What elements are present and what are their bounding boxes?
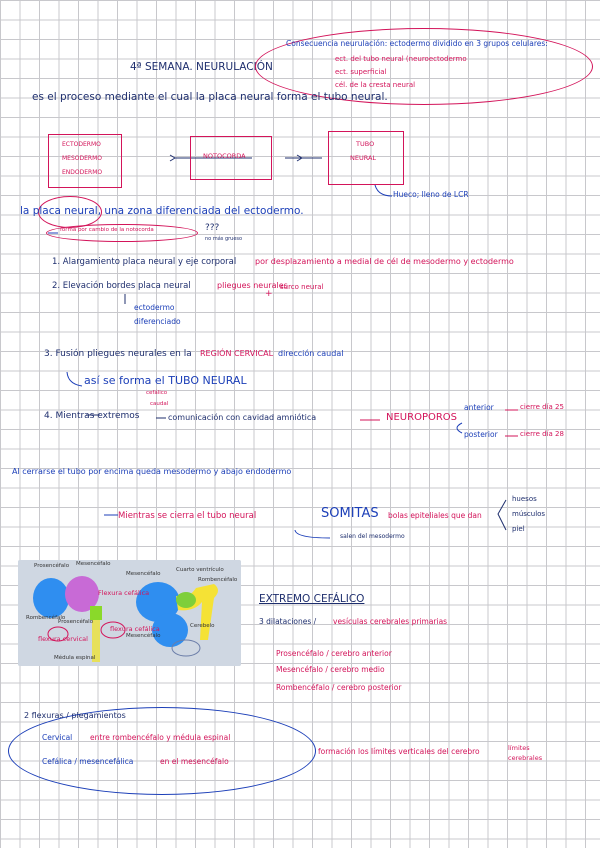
flexuras-title: 2 flexuras / plegamientos (24, 711, 126, 720)
dilataciones-label: 3 dilataciones / (259, 617, 317, 626)
flexura-cefalica: Cefálica / mesencefálica (42, 757, 134, 766)
region-cervical: REGIÓN CERVICAL (200, 349, 274, 358)
consecuencia-item: ect. superficial (335, 68, 387, 76)
tubo-label: TUBO (356, 140, 375, 148)
flexuras-oval (8, 707, 316, 795)
photo-flexura-label: flexura cervical (38, 635, 88, 643)
page-title: 4ª SEMANA. NEURULACIÓN (130, 61, 273, 73)
photo-label: Prosencéfalo (58, 619, 94, 625)
consecuencia-heading: Consecuencia neurulación: ectodermo dividido en 3 grupos celulares: (286, 39, 548, 48)
step1-text: 1. Alargamiento placa neural y eje corporal (52, 257, 237, 267)
flexura-cervical-desc: entre rombencéfalo y médula espinal (90, 733, 231, 742)
step2-text: 2. Elevación bordes placa neural (52, 281, 191, 291)
flexuras-result-note: límites (508, 744, 530, 752)
photo-label: Prosencéfalo (34, 563, 70, 569)
hueco-note: Hueco; lleno de LCR (393, 190, 469, 199)
consecuencia-item: cél. de la cresta neural (335, 81, 416, 89)
posterior-label: posterior (464, 430, 498, 439)
flexura-cefalica-desc: en el mesencéfalo (160, 757, 229, 766)
photo-label: Rombencéfalo (26, 615, 66, 621)
cefalico-label: cefálico (146, 390, 168, 396)
al-cerrarse-text: Al cerrarse el tubo por encima queda mesodermo y abajo endodermo (12, 467, 292, 476)
pliegues-label: pliegues neurales (217, 281, 288, 290)
surco-label: surco neural (280, 283, 324, 291)
step4-text: 4. Mientras extremos (44, 411, 140, 421)
extremo-cefalico-title: EXTREMO CEFÁLICO (259, 593, 365, 605)
question-marks: ??? (205, 223, 220, 233)
tubo-neural-note: así se forma el TUBO NEURAL (84, 374, 247, 387)
somitas-item: piel (512, 525, 525, 533)
ectodermo-diff: ectodermo (134, 303, 175, 312)
forma-note: forma por cambio de la notocorda (60, 227, 154, 233)
photo-label: Mesencéfalo (126, 633, 161, 639)
plus-sign: + (265, 289, 273, 299)
flexura-cervical: Cervical (42, 733, 73, 742)
definition-text: es el proceso mediante el cual la placa neural forma el tubo neural. (32, 91, 388, 103)
photo-label: Mesencéfalo (126, 571, 161, 577)
notocorda-label: NOTOCORDA (203, 152, 246, 160)
anterior-cierre: cierre día 25 (520, 403, 564, 411)
flexuras-result-note: cerebrales (508, 754, 543, 762)
somitas-desc: bolas epiteliales que dan (388, 511, 482, 520)
somitas-note: salen del mesodermo (340, 533, 405, 540)
flexuras-result: formación los límites verticales del cerebro (318, 747, 480, 756)
consecuencia-item: ect. del tubo neural (neuroectodermo (335, 55, 467, 63)
vesiculas-label: vesículas cerebrales primarias (333, 617, 448, 626)
photo-flexura-label: flexura cefálica (110, 625, 160, 633)
photo-flexura-label: Flexura cefálica (98, 589, 150, 597)
step3-text: 3. Fusión pliegues neurales en la (44, 349, 192, 359)
photo-label: Mesencéfalo (76, 561, 111, 567)
anterior-label: anterior (464, 403, 494, 412)
box1-line: ECTODERMO (62, 141, 101, 148)
somitas-word: SOMITAS (321, 506, 379, 521)
vesicula-item: Prosencéfalo / cerebro anterior (276, 649, 392, 658)
photo-label: Rombencéfalo (198, 577, 238, 583)
ectodermo-diff: diferenciado (134, 317, 181, 326)
box1-line: ENDODERMO (62, 169, 103, 176)
box1-line: MESODERMO (62, 155, 102, 162)
somitas-item: músculos (512, 510, 546, 518)
posterior-cierre: cierre día 28 (520, 430, 564, 438)
vesicula-item: Rombencéfalo / cerebro posterior (276, 683, 402, 692)
caudal-label: caudal (150, 401, 169, 407)
photo-label: Cerebelo (190, 623, 215, 629)
somitas-lead: Mientras se cierra el tubo neural (118, 511, 257, 521)
somitas-item: huesos (512, 495, 537, 503)
photo-label: Médula espinal (54, 655, 96, 661)
comunicacion-text: comunicación con cavidad amniótica (168, 413, 317, 422)
direccion-caudal: dirección caudal (278, 349, 344, 358)
neuroporos: NEUROPOROS (386, 412, 458, 423)
vesicula-item: Mesencéfalo / cerebro medio (276, 665, 385, 674)
tubo-label: NEURAL (350, 154, 377, 162)
photo-label: Cuarto ventrículo (176, 567, 224, 573)
step1-detail: por desplazamiento a medial de cél de mesodermo y ectodermo (255, 257, 514, 266)
embryo-brain-photo (18, 560, 241, 666)
no-mas-note: no más grueso (205, 236, 243, 242)
placa-line: la placa neural, una zona diferenciada del ectodermo. (20, 205, 304, 217)
